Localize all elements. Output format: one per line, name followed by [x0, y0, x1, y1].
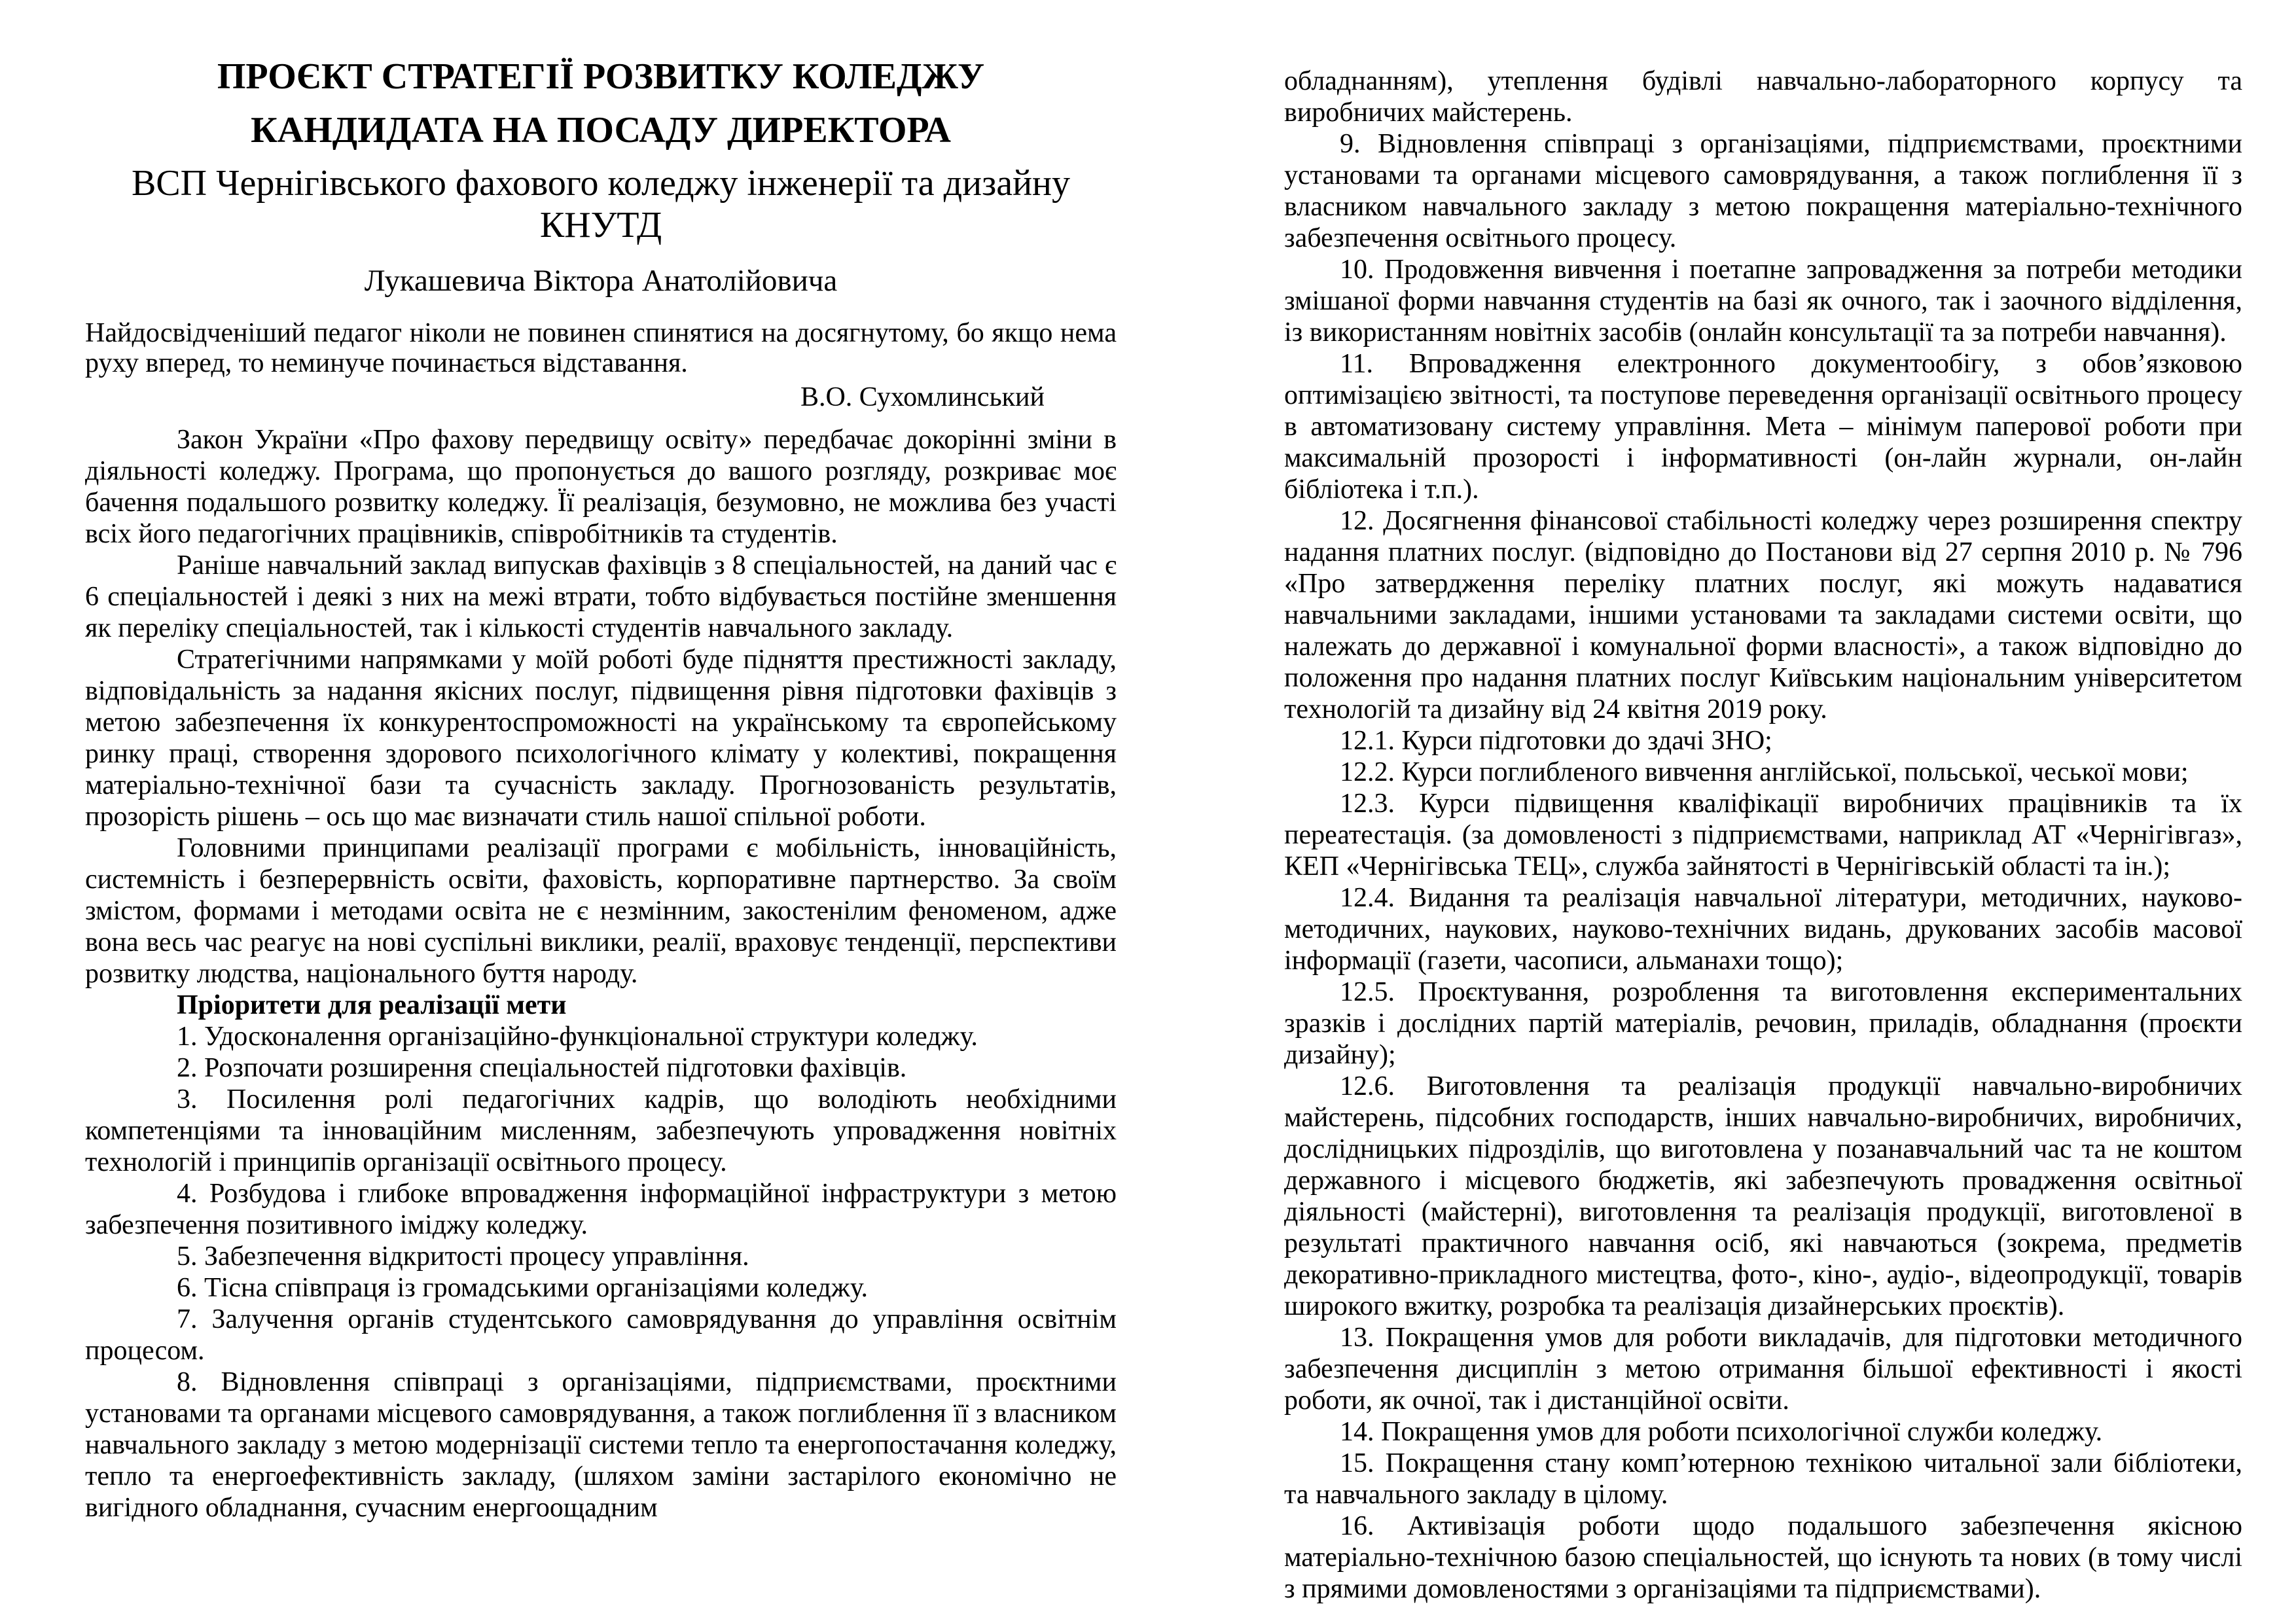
priority-item-12-6: 12.6. Виготовлення та реалізація продукції навчально-виробничих майстерень, підсобних господарств, інших навчально-виробничих, виробничих, дослідницьких підрозділів, що виготовлена у позанавчальний час та не коштом державного і місцевого бюджетів, які забезпечують провадження освітньої діяльності (майстерні), виготовлення та реалізація продукції, виготовленої в результаті практичного навчання осіб, які навчаються (зокрема, предметів декоративно-прикладного мистецтва, фото-, кіно-, аудіо-, відеопродукції, товарів широкого вжитку, розробка та реалізація дизайнерських проєктів). — [1284, 1071, 2242, 1321]
subtitle-college-name: ВСП Чернігівського фахового коледжу інженерії та дизайну КНУТД — [131, 163, 1071, 245]
priority-item-11: 11. Впровадження електронного документообігу, з обов’язковою оптимізацією звітності, та поступове переведення організації освітнього процесу в автоматизовану систему управління. Мета – мінімум паперової роботи при максимальній прозорості і інформативності (он-лайн журнали, он-лайн бібліотека і т.п.). — [1284, 349, 2242, 505]
priority-item-5: 5. Забезпечення відкритості процесу управління. — [177, 1241, 749, 1272]
priority-item-12-1: 12.1. Курси підготовки до здачі ЗНО; — [1340, 726, 1772, 756]
epigraph-quote: Найдосвідченіший педагог ніколи не повинен спинятися на досягнутому, бо якщо нема руху вперед, то неминуче починається відставання. — [85, 318, 1117, 378]
paragraph-law-intro: Закон України «Про фахову передвищу освіту» передбачає докорінні зміни в діяльності коледжу. Програма, що пропонується до вашого розгляду, розкриває моє бачення подальшого розвитку коледжу. Її реалізація, безумовно, не можлива без участі всіх його педагогічних працівників, співробітників та студентів. — [85, 425, 1117, 549]
priority-item-3: 3. Посилення ролі педагогічних кадрів, що володіють необхідними компетенціями та інноваційним мисленням, забезпечують упровадження новітніх технологій і принципів організації освітнього процесу. — [85, 1084, 1117, 1177]
priority-item-12: 12. Досягнення фінансової стабільності коледжу через розширення спектру надання платних послуг. (відповідно до Постанови від 27 серпня 2010 р. № 796 «Про затвердження переліку платних послуг, які можуть надаватися навчальними закладами, іншими установами та закладами системи освіти, що належать до державної і комунальної форми власності», а також відповідно до положення про надання платних послуг Київським національним університетом технологій та дизайну від 24 квітня 2019 року. — [1284, 506, 2242, 724]
priority-item-9: 9. Відновлення співпраці з організаціями, підприємствами, проєктними установами та органами місцевого самоврядування, а також поглиблення її з власником навчального закладу з метою покращення матеріально-технічного забезпечення освітнього процесу. — [1284, 129, 2242, 253]
page-left — [85, 0, 1117, 1524]
priority-item-12-5: 12.5. Проєктування, розроблення та виготовлення експериментальних зразків і дослідних партій матеріалів, речовин, приладів, обладнання (проєкти дизайну); — [1284, 977, 2242, 1070]
priority-item-12-4: 12.4. Видання та реалізація навчальної літератури, методичних, науково-методичних, наукових, науково-технічних видань, друкованих засобів масової інформації (газети, часописи, альманахи тощо); — [1284, 883, 2242, 976]
priority-item-15: 15. Покращення стану комп’ютерною технікою читальної зали бібліотеки, та навчального закладу в цілому. — [1284, 1448, 2242, 1510]
priority-item-6: 6. Тісна співпраця із громадськими організаціями коледжу. — [177, 1273, 869, 1303]
priority-item-8: 8. Відновлення співпраці з організаціями, підприємствами, проєктними установами та органами місцевого самоврядування, а також поглиблення її з власником навчального закладу з метою модернізації системи тепло та енергопостачання коледжу, тепло та енергоефективність закладу, (шляхом заміни застарілого економічно не вигідного обладнання, сучасним енергоощадним — [85, 1367, 1117, 1523]
priority-item-4: 4. Розбудова і глибоке впровадження інформаційної інфраструктури з метою забезпечення позитивного іміджу коледжу. — [85, 1179, 1117, 1240]
paragraph-item-8-continuation: обладнанням), утеплення будівлі навчально-лабораторного корпусу та виробничих майстерень. — [1284, 66, 2242, 128]
priority-item-1: 1. Удосконалення організаційно-функціональної структури коледжу. — [177, 1022, 978, 1052]
candidate-name: Лукашевича Віктора Анатолійовича — [364, 264, 838, 298]
paragraph-history: Раніше навчальний заклад випускав фахівців з 8 спеціальностей, на даний час є 6 спеціальностей і деякі з них на межі втрати, тобто відбувається постійне зменшення як переліку спеціальностей, так і кількості студентів навчального закладу. — [85, 550, 1117, 643]
priority-item-7: 7. Залучення органів студентського самоврядування до управління освітнім процесом. — [85, 1304, 1117, 1366]
priority-item-12-3: 12.3. Курси підвищення кваліфікації виробничих працівників та їх переатестація. (за домовленості з підприємствами, наприклад АТ «Чернігівгаз», КЕП «Чернігівська ТЕЦ», служба зайнятості в Чернігівській області та ін.); — [1284, 789, 2242, 882]
priority-item-16: 16. Активізація роботи щодо подальшого забезпечення якісною матеріально-технічною базою спеціальностей, що існують та нових (в тому числі з прямими домовленостями з організаціями та підприємствами). — [1284, 1511, 2242, 1604]
priorities-heading: Пріоритети для реалізації мети — [177, 990, 567, 1020]
priority-item-10: 10. Продовження вивчення і поетапне запровадження за потреби методики змішаної форми навчання студентів на базі як очного, так і заочного відділення, із використанням новітніх засобів (онлайн консультації та за потреби навчання). — [1284, 255, 2242, 348]
title-line-1: ПРОЄКТ СТРАТЕГІЇ РОЗВИТКУ КОЛЕДЖУ — [217, 56, 985, 97]
paragraph-principles: Головними принципами реалізації програми є мобільність, інноваційність, системність і безперервність освіти, фаховість, корпоративне партнерство. За своїм змістом, формами і методами освіта не є незмінним, закостенілим феноменом, адже вона весь час реагує на нові суспільні виклики, реалії, враховує тенденції, перспективи розвитку людства, національного буття народу. — [85, 833, 1117, 989]
title-line-2: КАНДИДАТА НА ПОСАДУ ДИРЕКТОРА — [251, 110, 951, 151]
priority-item-2: 2. Розпочати розширення спеціальностей підготовки фахівців. — [177, 1053, 907, 1083]
paragraph-strategy: Стратегічними напрямками у моїй роботі буде підняття престижності закладу, відповідальність за надання якісних послуг, підвищення рівня підготовки фахівців з метою забезпечення їх конкурентоспроможності на українському та європейському ринку праці, створення здорового психологічного клімату у колективі, покращення матеріально-технічної бази та сучасність закладу. Прогнозованість результатів, прозорість рішень – ось що має визначати стиль нашої спільної роботи. — [85, 645, 1117, 832]
page-right — [1284, 0, 2242, 1605]
epigraph-author: В.О. Сухомлинський — [800, 382, 1045, 412]
priority-item-12-2: 12.2. Курси поглибленого вивчення англійської, польської, чеської мови; — [1340, 757, 2189, 787]
priority-item-13: 13. Покращення умов для роботи викладачів, для підготовки методичного забезпечення дисциплін з метою отримання більшої ефективності і якості роботи, як очної, так і дистанційної освіти. — [1284, 1323, 2242, 1416]
priority-item-14: 14. Покращення умов для роботи психологічної служби коледжу. — [1340, 1417, 2103, 1447]
